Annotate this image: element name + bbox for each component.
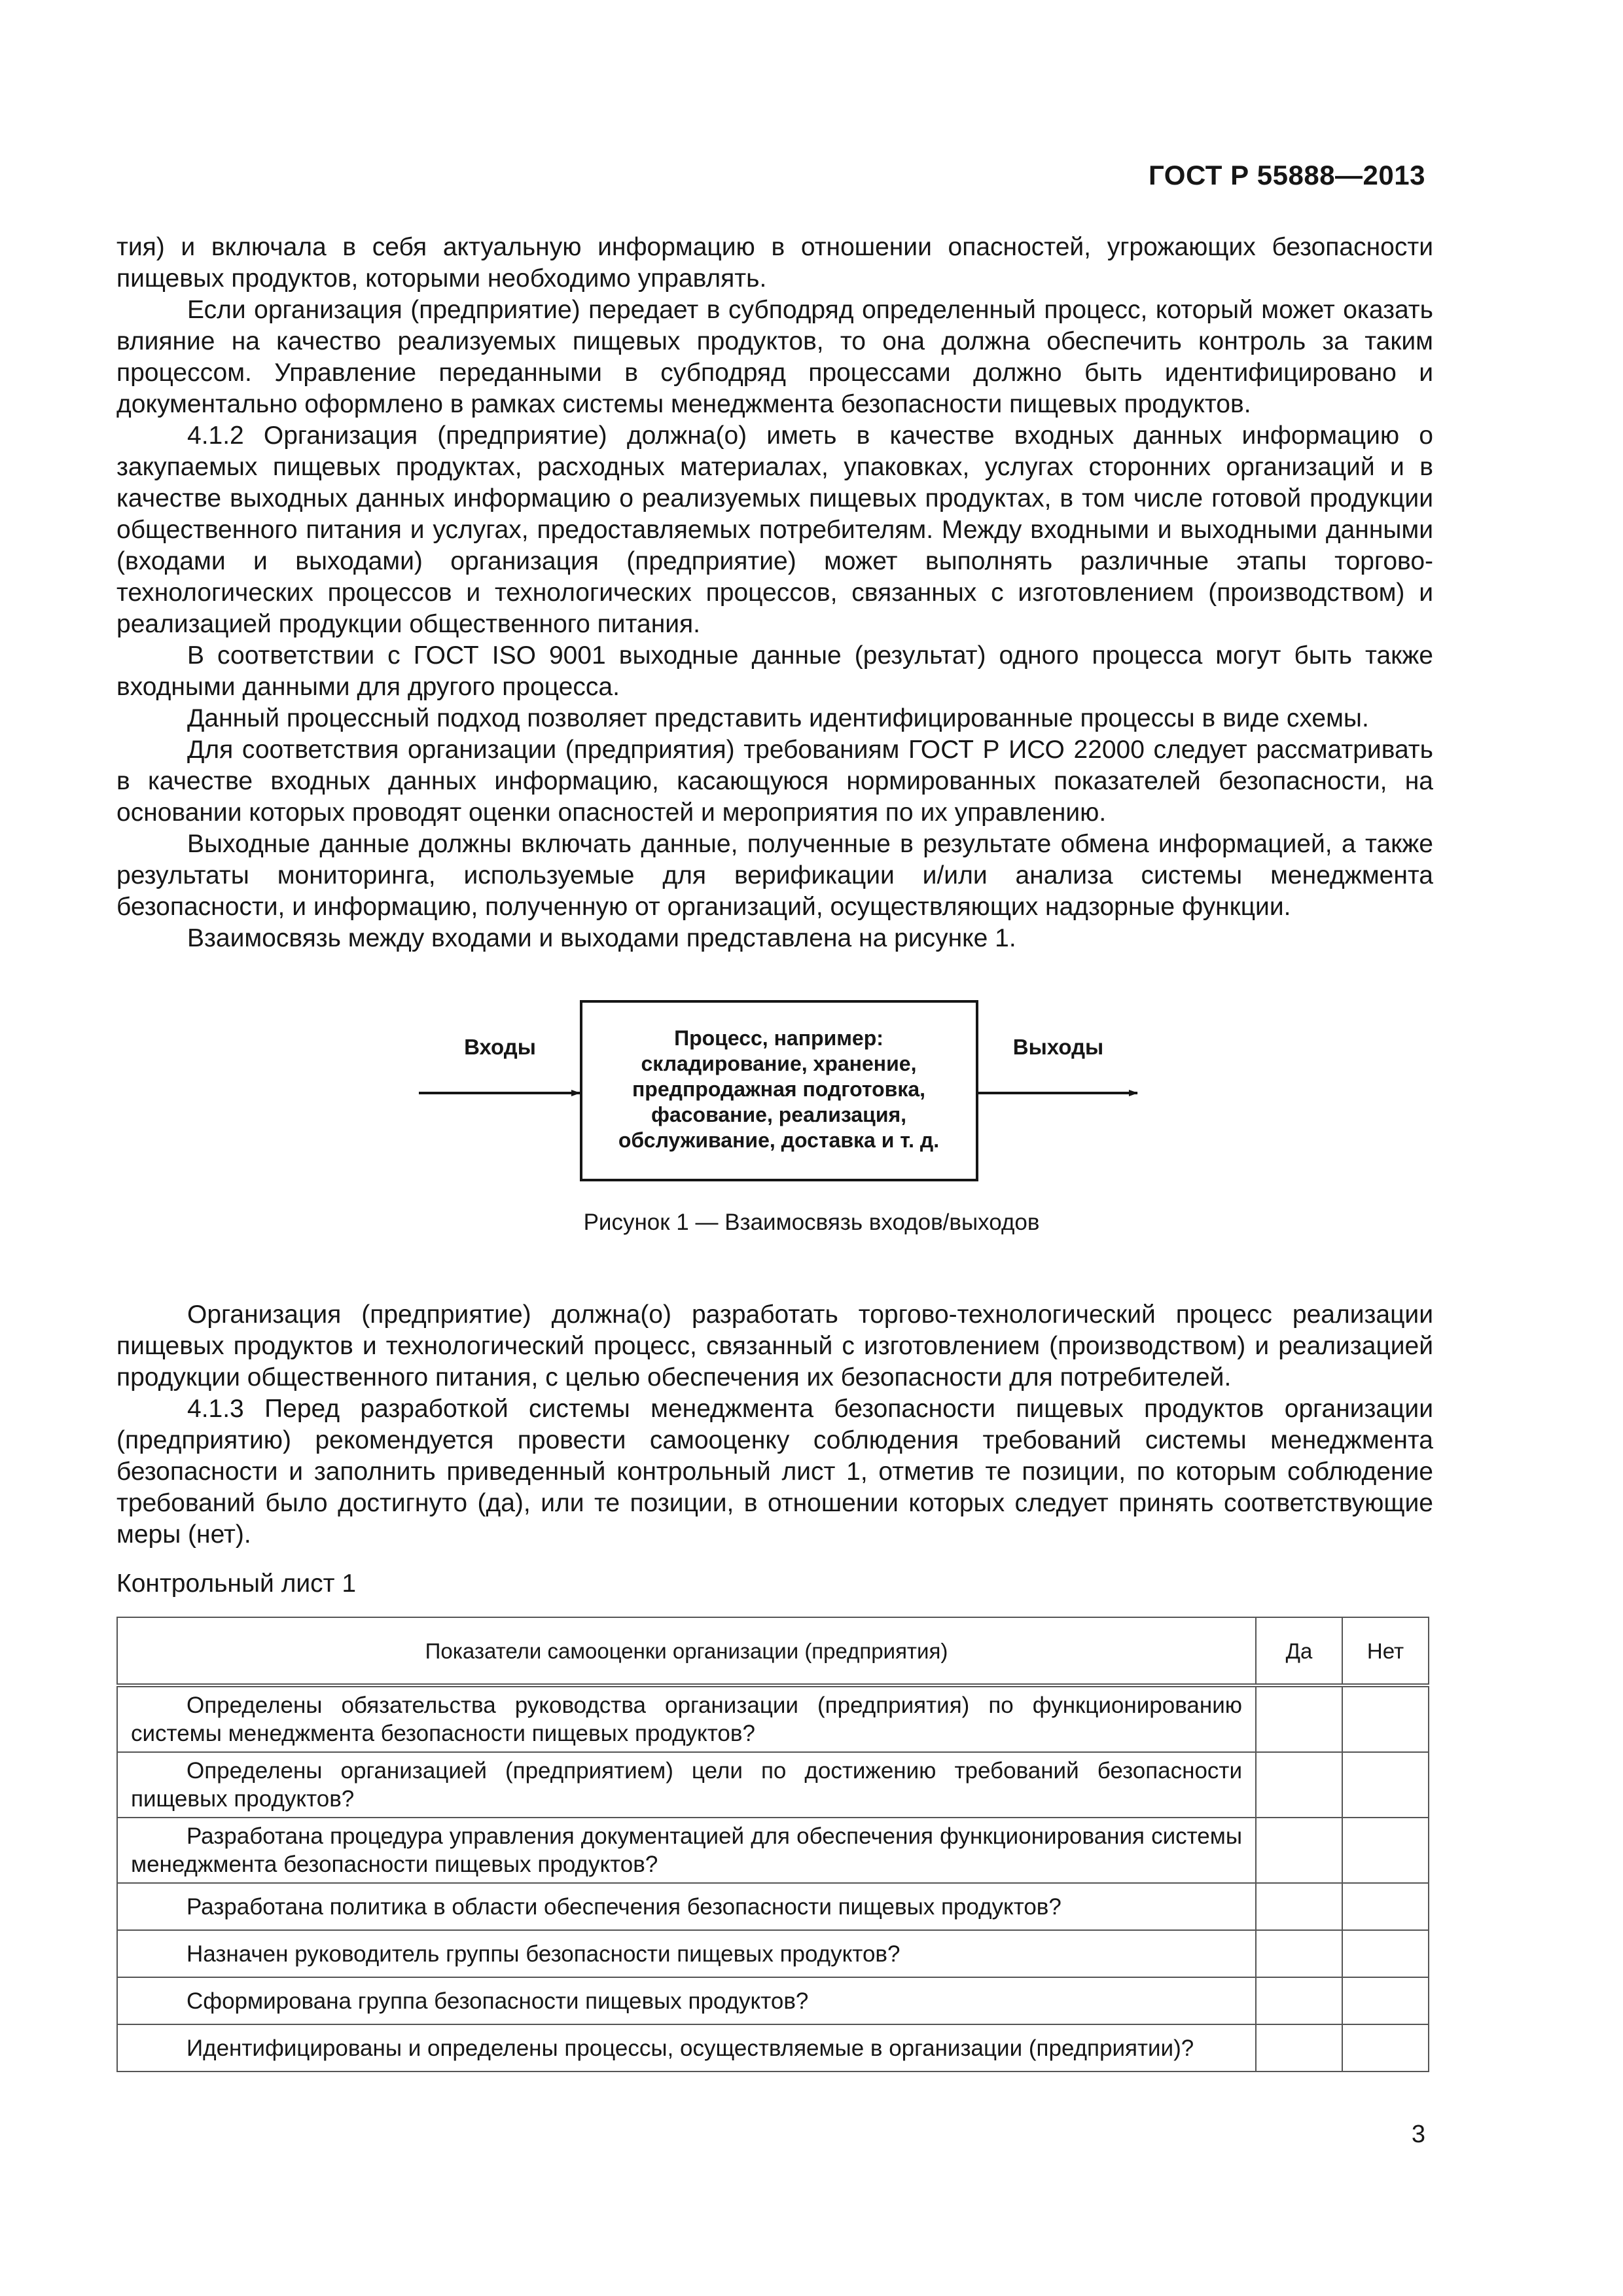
no-cell[interactable] (1342, 1977, 1429, 2024)
no-cell[interactable] (1342, 2024, 1429, 2072)
no-cell[interactable] (1342, 1685, 1429, 1752)
yes-cell[interactable] (1256, 1818, 1342, 1883)
criteria-cell: Определены организацией (предприятием) цели по достижению требований безопасности пищевых продуктов? (117, 1752, 1256, 1818)
column-header-yes: Да (1256, 1617, 1342, 1685)
page-number: 3 (1411, 2121, 1425, 2148)
criteria-cell: Разработана процедура управления документацией для обеспечения функционирования системы менеджмента безопасности пищевых продуктов? (117, 1818, 1256, 1883)
process-line: складирование, хранение, (641, 1052, 917, 1075)
output-label: Выходы (1012, 1035, 1104, 1059)
paragraph: Выходные данные должны включать данные, полученные в результате обмена информацией, а также результаты мониторинга, используемые для верификации и/или анализа системы менеджмента безопасности, и информацию, полученную от организаций, осуществляющих надзорные функции. (116, 830, 1433, 921)
input-label: Входы (464, 1035, 536, 1059)
process-line: Процесс, например: (674, 1026, 883, 1050)
no-cell[interactable] (1342, 1883, 1429, 1930)
body-text-bottom (116, 1299, 1433, 1551)
table-row (117, 1883, 1429, 1930)
paragraph: Если организация (предприятие) передает в субподряд определенный процесс, который может оказать влияние на качество реализуемых пищевых продуктов, то она должна обеспечить контроль за таким процессом. Управление переданными в субподряд процессами должно быть идентифицировано и документально оформлено в рамках системы менеджмента безопасности пищевых продуктов. (116, 296, 1433, 418)
figure-caption: Рисунок 1 — Взаимосвязь входов/выходов (583, 1210, 1040, 1235)
yes-cell[interactable] (1256, 1883, 1342, 1930)
checklist-table (116, 1617, 1429, 2072)
paragraph: Взаимосвязь между входами и выходами представлена на рисунке 1. (187, 924, 1016, 952)
checklist-title: Контрольный лист 1 (116, 1570, 357, 1598)
table-row (117, 1977, 1429, 2024)
paragraph: 4.1.3 Перед разработкой системы менеджмента безопасности пищевых продуктов организации (предприятию) рекомендуется провести самооценку соблюдения требований системы менеджмента безопасности и заполнить приведенный контрольный лист 1, отметив те позиции, по которым соблюдение требований было достигнуто (да), или те позиции, в отношении которых следует принять соответствующие меры (нет). (116, 1395, 1433, 1549)
criteria-cell: Сформирована группа безопасности пищевых продуктов? (117, 1977, 1256, 2024)
table-row (117, 1685, 1429, 1752)
table-header-row (117, 1617, 1429, 1685)
yes-cell[interactable] (1256, 2024, 1342, 2072)
paragraph: тия) и включала в себя актуальную информацию в отношении опасностей, угрожающих безопасности пищевых продуктов, которыми необходимо управлять. (116, 233, 1433, 293)
criteria-cell: Назначен руководитель группы безопасности пищевых продуктов? (117, 1930, 1256, 1977)
no-cell[interactable] (1342, 1752, 1429, 1818)
criteria-cell: Определены обязательства руководства организации (предприятия) по функционированию системы менеджмента безопасности пищевых продуктов? (117, 1685, 1256, 1752)
no-cell[interactable] (1342, 1930, 1429, 1977)
table-row (117, 2024, 1429, 2072)
yes-cell[interactable] (1256, 1930, 1342, 1977)
process-line: фасование, реализация, (651, 1103, 907, 1126)
column-header-criteria: Показатели самооценки организации (предприятия) (117, 1617, 1256, 1685)
paragraph: Для соответствия организации (предприятия) требованиям ГОСТ Р ИСО 22000 следует рассматривать в качестве входных данных информацию, касающуюся нормированных показателей безопасности, на основании которых проводят оценки опасностей и мероприятия по их управлению. (116, 736, 1433, 827)
table-row (117, 1930, 1429, 1977)
no-cell[interactable] (1342, 1818, 1429, 1883)
criteria-cell: Разработана политика в области обеспечения безопасности пищевых продуктов? (117, 1883, 1256, 1930)
table-row (117, 1752, 1429, 1818)
paragraph: Данный процессный подход позволяет представить идентифицированные процессы в виде схемы. (187, 704, 1369, 732)
table-row (117, 1818, 1429, 1883)
process-line: обслуживание, доставка и т. д. (618, 1128, 940, 1152)
yes-cell[interactable] (1256, 1977, 1342, 2024)
process-line: предпродажная подготовка, (632, 1077, 926, 1101)
paragraph: В соответствии с ГОСТ ISO 9001 выходные данные (результат) одного процесса могут быть также входными данными для другого процесса. (116, 641, 1433, 701)
yes-cell[interactable] (1256, 1685, 1342, 1752)
column-header-no: Нет (1342, 1617, 1429, 1685)
paragraph: 4.1.2 Организация (предприятие) должна(о) иметь в качестве входных данных информацию о закупаемых пищевых продуктах, расходных материалах, упаковках, услугах сторонних организаций и в качестве выходных данных информацию о реализуемых пищевых продуктах, в том числе готовой продукции общественного питания и услугах, предоставляемых потребителям. Между входными и выходными данными (входами и выходами) организация (предприятие) может выполнять различные этапы торгово-технологических процессов и технологических процессов, связанных с изготовлением (производством) и реализацией продукции общественного питания. (116, 422, 1433, 638)
criteria-cell: Идентифицированы и определены процессы, осуществляемые в организации (предприятии)? (117, 2024, 1256, 2072)
yes-cell[interactable] (1256, 1752, 1342, 1818)
paragraph: Организация (предприятие) должна(о) разработать торгово-технологический процесс реализации пищевых продуктов и технологический процесс, связанный с изготовлением (производством) и реализацией продукции общественного питания, с целью обеспечения их безопасности для потребителей. (116, 1300, 1433, 1391)
document-header: ГОСТ Р 55888—2013 (1149, 160, 1425, 190)
